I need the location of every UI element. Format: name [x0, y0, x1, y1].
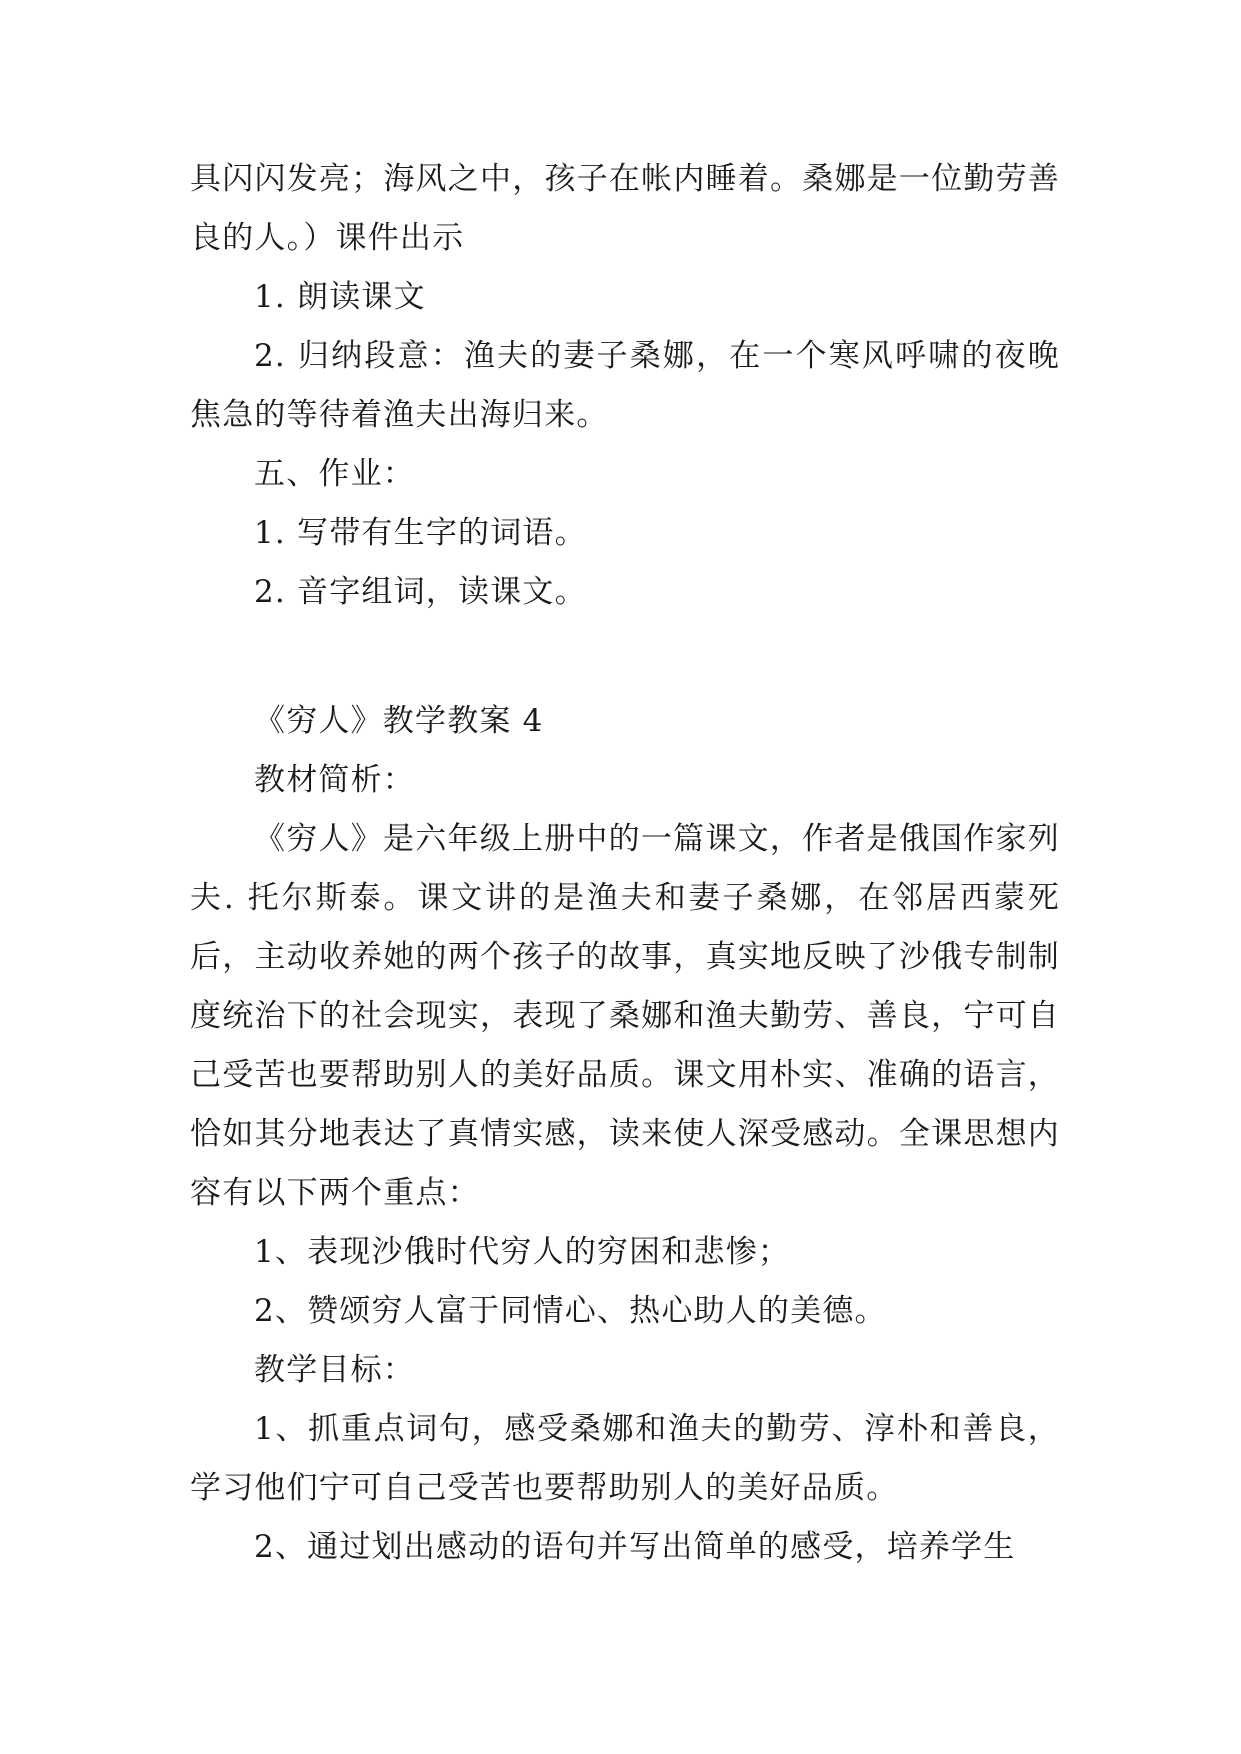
- objective-1: 1、抓重点词句，感受桑娜和渔夫的勤劳、淳朴和善良，学习他们宁可自己受苦也要帮助别人的美好品质。: [190, 1411, 1060, 1506]
- homework-item-1: 1. 写带有生字的词语。: [254, 515, 587, 551]
- homework-heading: 五、作业：: [254, 456, 415, 492]
- analysis-paragraph: 《穷人》是六年级上册中的一篇课文，作者是俄国作家列夫. 托尔斯泰。课文讲的是渔夫和妻子桑娜，在邻居西蒙死后，主动收养她的两个孩子的故事，真实地反映了沙俄专制制度统治下的社会现实，表现了桑娜和渔夫勤劳、善良，宁可自己受苦也要帮助别人的美好品质。课文用朴实、准确的语言，恰如其分地表达了真情实感，读来使人深受感动。全课思想内容有以下两个重点：: [190, 821, 1060, 1211]
- analysis-heading: 教材简析：: [254, 762, 415, 798]
- step-read-text: 1. 朗读课文: [254, 279, 426, 315]
- document-page: [190, 150, 1060, 1577]
- objectives-heading: 教学目标：: [254, 1352, 415, 1388]
- key-point-2: 2、赞颂穷人富于同情心、热心助人的美德。: [254, 1293, 887, 1329]
- carryover-paragraph: 具闪闪发亮；海风之中，孩子在帐内睡着。桑娜是一位勤劳善良的人。）课件出示: [190, 161, 1060, 256]
- key-point-1: 1、表现沙俄时代穷人的穷困和悲惨；: [254, 1234, 791, 1270]
- lesson-title: 《穷人》教学教案 4: [254, 703, 544, 739]
- homework-item-2: 2. 音字组词，读课文。: [254, 574, 587, 610]
- step-summarize: 2. 归纳段意：渔夫的妻子桑娜，在一个寒风呼啸的夜晚焦急的等待着渔夫出海归来。: [190, 338, 1060, 433]
- section-gap: [190, 622, 1060, 692]
- objective-2: 2、通过划出感动的语句并写出简单的感受，培养学生: [254, 1529, 1016, 1565]
